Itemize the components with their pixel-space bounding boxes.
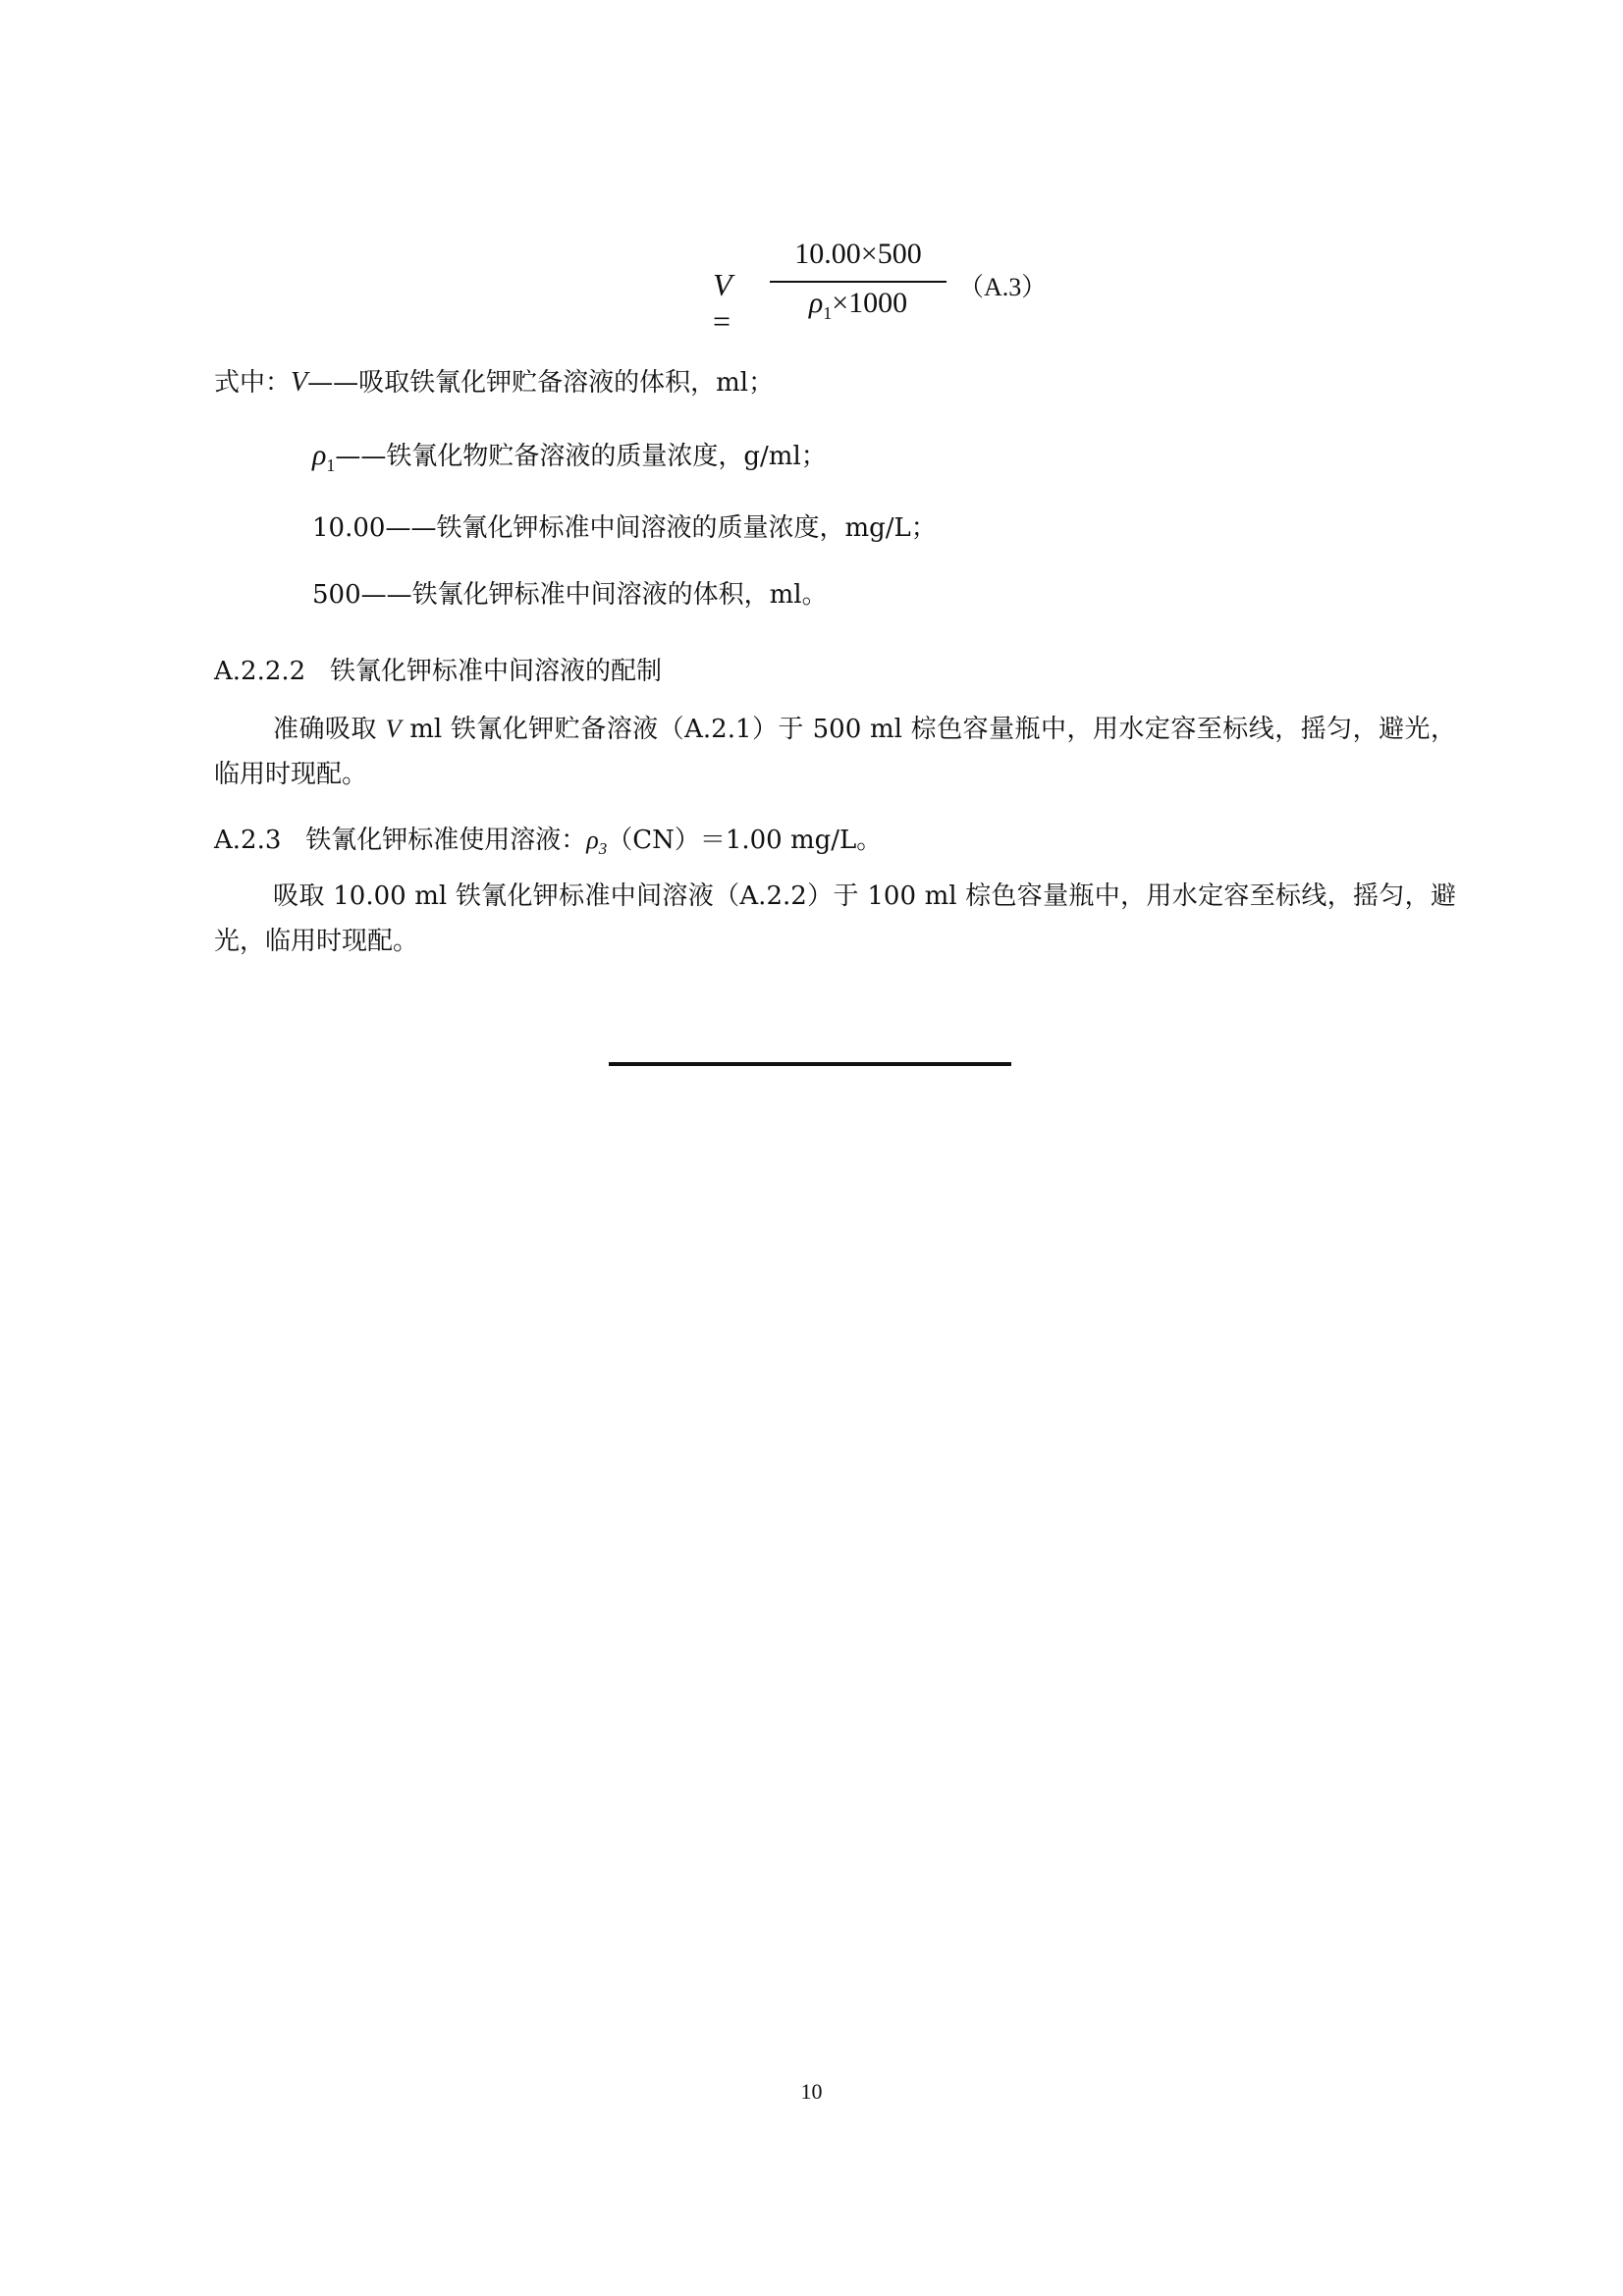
paragraph-a222-pre: 准确吸取 (273, 715, 386, 744)
where-line-3 (312, 512, 937, 544)
where-symbol-v: V (291, 367, 308, 398)
equation-numerator: 10.00×500 (794, 238, 922, 270)
paragraph-a222-var: V (385, 715, 402, 743)
page-number: 10 (800, 2079, 823, 2104)
where-symbol-1000: 10.00 (312, 513, 386, 543)
paragraph-a222 (214, 707, 1456, 797)
rho-subscript: 1 (326, 455, 336, 475)
denominator-subscript: 1 (823, 303, 833, 323)
where-prefix: 式中： (214, 368, 292, 398)
equation-equals: = (713, 303, 731, 339)
where-symbol-rho1 (312, 439, 336, 475)
rho3-symbol: ρ (586, 826, 599, 854)
section-heading-a23 (214, 825, 882, 865)
where-line-4 (312, 579, 828, 611)
paragraph-a23: 吸取 10.00 ml 铁氰化钾标准中间溶液（A.2.2）于 100 ml 棕色容量瓶中，用水定容至标线，摇匀，避光，临用时现配。 (214, 881, 1456, 956)
end-divider (609, 1062, 1011, 1066)
section-title-a23-symbol (586, 826, 608, 859)
rho3-subscript: 3 (598, 839, 608, 859)
section-title-a23-post: （CN）＝1.00 mg/L。 (607, 826, 883, 855)
section-title-a222: 铁氰化钾标准中间溶液的配制 (330, 657, 663, 686)
where-text-v: ——吸取铁氰化钾贮备溶液的体积，ml； (307, 368, 775, 398)
denominator-symbol: ρ (808, 287, 824, 319)
section-number-a23: A.2.3 (214, 826, 282, 855)
rho-symbol: ρ (312, 439, 327, 471)
equation-lhs (713, 267, 732, 340)
equation-label: （A.3） (958, 273, 1048, 301)
paragraph-a222-post: ml 铁氰化钾贮备溶液（A.2.1）于 500 ml 棕色容量瓶中，用水定容至标线，摇匀，避光，临用时现配。 (214, 715, 1456, 789)
section-title-a23-pre: 铁氰化钾标准使用溶液： (305, 826, 587, 855)
where-text-1000: ——铁氰化钾标准中间溶液的质量浓度，mg/L； (385, 513, 937, 543)
where-text-500: ——铁氰化钾标准中间溶液的体积，ml。 (360, 580, 828, 610)
equation-denominator (770, 287, 947, 324)
where-text-rho1: ——铁氰化物贮备溶液的质量浓度，g/ml； (335, 442, 827, 471)
equation-lhs-variable: V (713, 267, 732, 302)
section-heading-a222 (214, 656, 662, 687)
fraction-bar (770, 281, 947, 283)
where-line-1 (214, 367, 774, 399)
where-symbol-500: 500 (312, 580, 361, 610)
where-line-2 (312, 440, 827, 481)
denominator-rest: ×1000 (832, 287, 908, 319)
section-number-a222: A.2.2.2 (214, 657, 306, 686)
